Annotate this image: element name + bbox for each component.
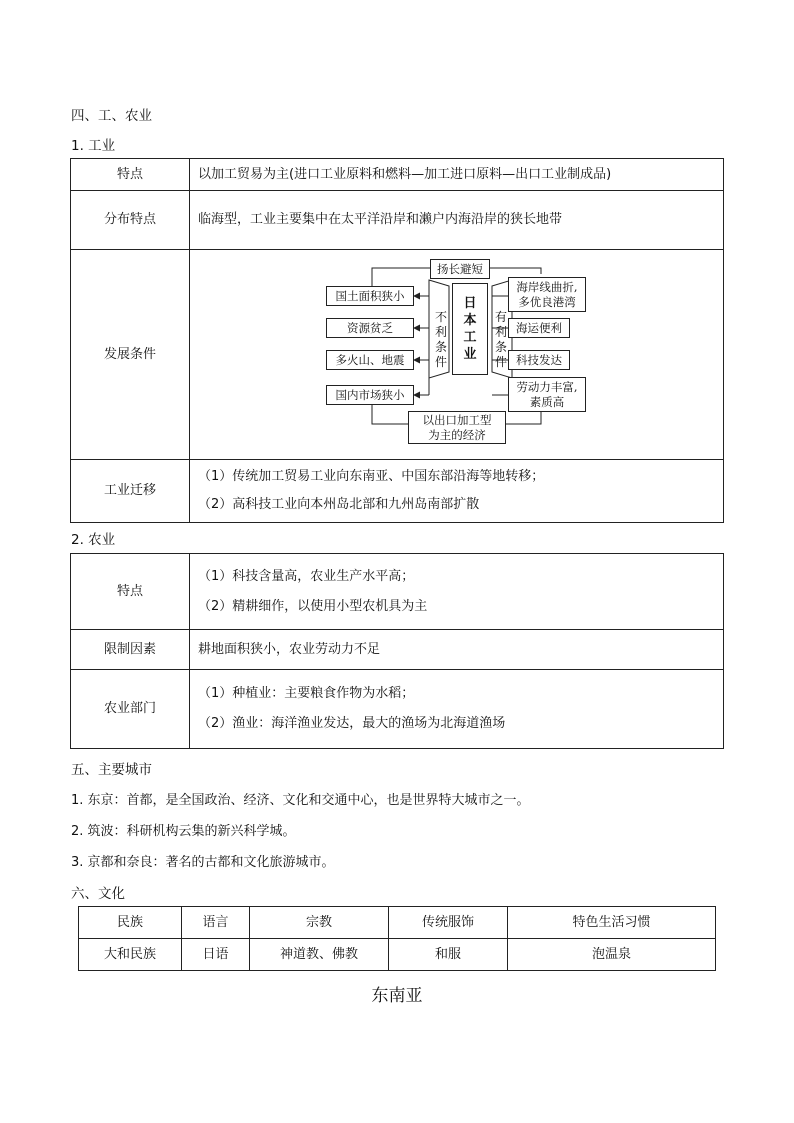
diagram-right-item: 科技发达 bbox=[508, 350, 570, 370]
industry-table bbox=[70, 158, 724, 523]
diagram-left-item: 国内市场狭小 bbox=[326, 385, 414, 405]
section-title: 五、主要城市 bbox=[71, 762, 152, 778]
diagram-left-item: 国土面积狭小 bbox=[326, 286, 414, 306]
column-header: 宗教 bbox=[250, 907, 389, 939]
table-row bbox=[71, 630, 724, 670]
row-content: （1）种植业：主要粮食作物为水稻； （2）渔业：海洋渔业发达，最大的渔场为北海道渔场 bbox=[190, 670, 724, 749]
diagram-right-item: 海运便利 bbox=[508, 318, 570, 338]
diagram-cell bbox=[190, 250, 724, 460]
table-cell: 神道教、佛教 bbox=[250, 939, 389, 971]
row-content: （1）科技含量高，农业生产水平高； （2）精耕细作，以使用小型农机具为主 bbox=[190, 554, 724, 630]
row-label: 限制因素 bbox=[71, 630, 190, 670]
agriculture-table bbox=[70, 553, 724, 749]
column-header: 传统服饰 bbox=[389, 907, 508, 939]
list-item: 2. 筑波：科研机构云集的新兴科学城。 bbox=[71, 824, 296, 839]
list-item: 3. 京都和奈良：著名的古都和文化旅游城市。 bbox=[71, 855, 335, 870]
row-label: 农业部门 bbox=[71, 670, 190, 749]
row-content: 临海型，工业主要集中在太平洋沿岸和濑户内海沿岸的狭长地带 bbox=[190, 191, 724, 250]
table-row bbox=[71, 191, 724, 250]
row-label: 特点 bbox=[71, 554, 190, 630]
row-content: 耕地面积狭小，农业劳动力不足 bbox=[190, 630, 724, 670]
diagram-right-item: 海岸线曲折, 多优良港湾 bbox=[508, 277, 586, 312]
next-section-title: 东南亚 bbox=[371, 986, 423, 1006]
table-cell: 日语 bbox=[182, 939, 250, 971]
column-header: 语言 bbox=[182, 907, 250, 939]
table-cell: 泡温泉 bbox=[508, 939, 716, 971]
culture-table bbox=[78, 906, 716, 971]
table-row bbox=[71, 159, 724, 191]
table-cell: 大和民族 bbox=[79, 939, 182, 971]
table-cell: 和服 bbox=[389, 939, 508, 971]
diagram-center-box: 日 本 工 业 bbox=[452, 283, 488, 375]
table-row bbox=[71, 554, 724, 630]
diagram-right-label: 有 利 条 件 bbox=[494, 310, 507, 369]
diagram-left-label: 不 利 条 件 bbox=[434, 310, 447, 369]
row-content: 以加工贸易为主(进口工业原料和燃料—加工进口原料—出口工业制成品) bbox=[190, 159, 724, 191]
table-row bbox=[71, 460, 724, 523]
diagram-left-item: 资源贫乏 bbox=[326, 318, 414, 338]
row-content: （1）传统加工贸易工业向东南亚、中国东部沿海等地转移； （2）高科技工业向本州岛北部和九州岛南部扩散 bbox=[190, 460, 724, 523]
column-header: 特色生活习惯 bbox=[508, 907, 716, 939]
section-title: 四、工、农业 bbox=[71, 108, 152, 124]
list-item: 1. 东京：首都，是全国政治、经济、文化和交通中心，也是世界特大城市之一。 bbox=[71, 793, 530, 808]
section-title: 六、文化 bbox=[71, 886, 125, 902]
row-label: 分布特点 bbox=[71, 191, 190, 250]
row-label: 发展条件 bbox=[71, 250, 190, 460]
table-row bbox=[79, 939, 716, 971]
diagram-bottom-box: 以出口加工型 为主的经济 bbox=[408, 411, 506, 444]
diagram-right-item: 劳动力丰富, 素质高 bbox=[508, 377, 586, 412]
table-row bbox=[71, 250, 724, 460]
diagram-left-item: 多火山、地震 bbox=[326, 350, 414, 370]
table-header-row bbox=[79, 907, 716, 939]
column-header: 民族 bbox=[79, 907, 182, 939]
table-row bbox=[71, 670, 724, 749]
row-label: 工业迁移 bbox=[71, 460, 190, 523]
row-label: 特点 bbox=[71, 159, 190, 191]
industry-diagram bbox=[190, 250, 724, 459]
subsection-title: 2. 农业 bbox=[71, 532, 116, 548]
subsection-title: 1. 工业 bbox=[71, 138, 116, 154]
diagram-top-box: 扬长避短 bbox=[430, 259, 490, 279]
